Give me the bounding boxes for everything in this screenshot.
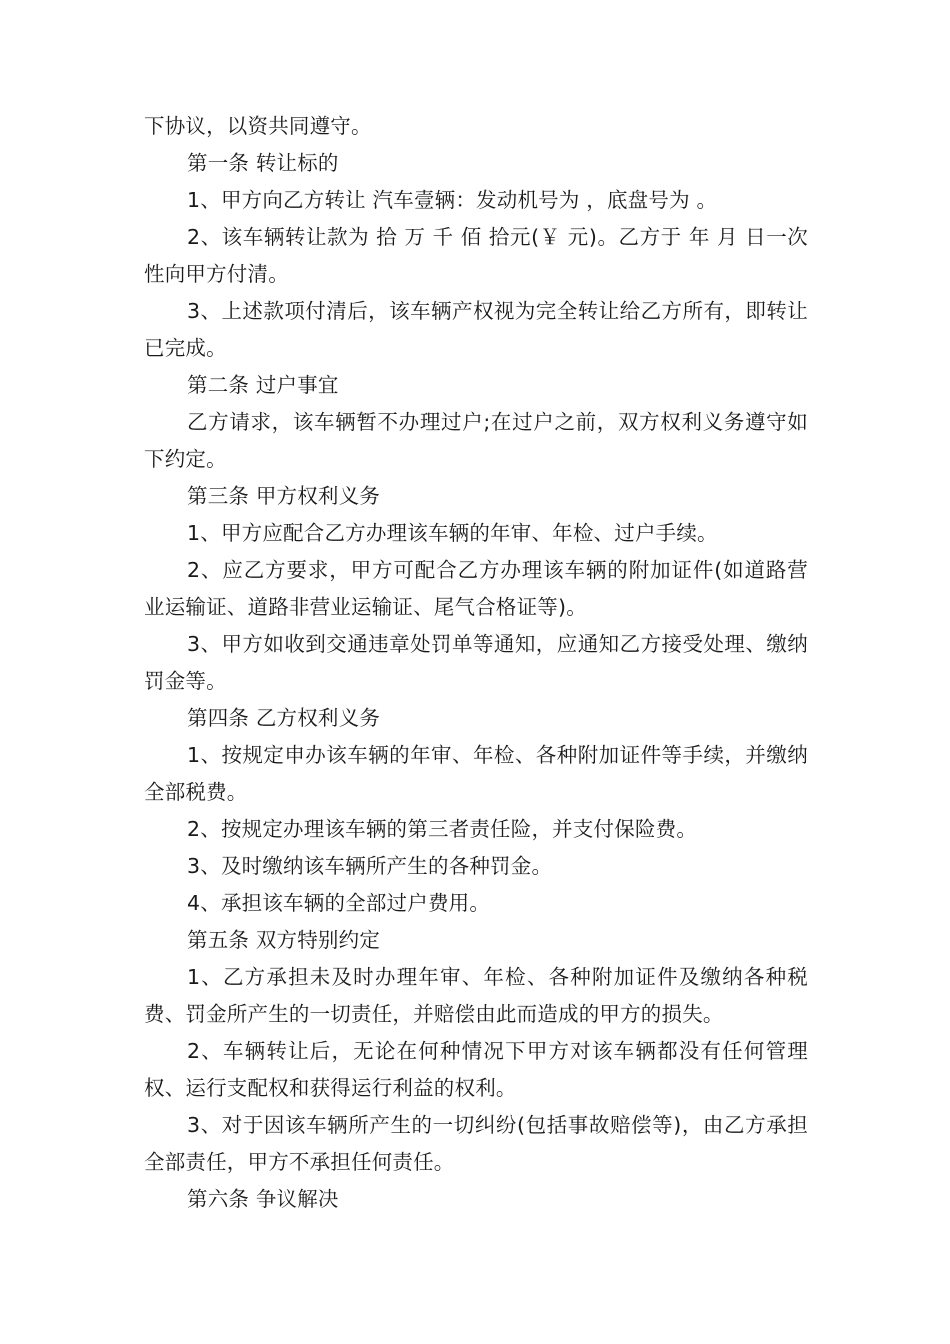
article-4-clause-3: 3、及时缴纳该车辆所产生的各种罚金。 [187, 854, 553, 878]
article-3-clause-2: 2、应乙方要求，甲方可配合乙方办理该车辆的附加证件(如道路营业运输证、道路非营业运输证、尾气合格证等)。 [144, 558, 808, 619]
article-4-clause-1: 1、按规定申办该车辆的年审、年检、各种附加证件等手续，并缴纳全部税费。 [144, 743, 808, 804]
paragraph-intro-tail: 下协议，以资共同遵守。 [144, 114, 372, 138]
article-1-heading: 第一条 转让标的 [187, 151, 339, 175]
article-5-clause-3: 3、对于因该车辆所产生的一切纠纷(包括事故赔偿等)，由乙方承担全部责任，甲方不承担任何责任。 [144, 1113, 808, 1174]
document-body [144, 108, 808, 1218]
article-5-clause-2: 2、车辆转让后，无论在何种情况下甲方对该车辆都没有任何管理权、运行支配权和获得运行利益的权利。 [144, 1039, 808, 1100]
article-3-clause-3: 3、甲方如收到交通违章处罚单等通知，应通知乙方接受处理、缴纳罚金等。 [144, 632, 808, 693]
article-5-heading: 第五条 双方特别约定 [187, 928, 381, 952]
article-2-heading: 第二条 过户事宜 [187, 373, 339, 397]
article-3-clause-1: 1、甲方应配合乙方办理该车辆的年审、年检、过户手续。 [187, 521, 718, 545]
article-5-clause-1: 1、乙方承担未及时办理年审、年检、各种附加证件及缴纳各种税费、罚金所产生的一切责任，并赔偿由此而造成的甲方的损失。 [144, 965, 808, 1026]
article-2-body: 乙方请求，该车辆暂不办理过户;在过户之前，双方权利义务遵守如下约定。 [144, 410, 808, 471]
article-4-clause-4: 4、承担该车辆的全部过户费用。 [187, 891, 491, 915]
article-6-heading: 第六条 争议解决 [187, 1187, 339, 1211]
article-4-clause-2: 2、按规定办理该车辆的第三者责任险，并支付保险费。 [187, 817, 698, 841]
article-4-heading: 第四条 乙方权利义务 [187, 706, 381, 730]
article-1-clause-1: 1、甲方向乙方转让 汽车壹辆：发动机号为 ，底盘号为 。 [187, 188, 718, 212]
article-1-clause-2: 2、该车辆转让款为 拾 万 千 佰 拾元(￥ 元)。乙方于 年 月 日一次性向甲方付清。 [144, 225, 808, 286]
article-1-clause-3: 3、上述款项付清后，该车辆产权视为完全转让给乙方所有，即转让已完成。 [144, 299, 808, 360]
article-3-heading: 第三条 甲方权利义务 [187, 484, 381, 508]
